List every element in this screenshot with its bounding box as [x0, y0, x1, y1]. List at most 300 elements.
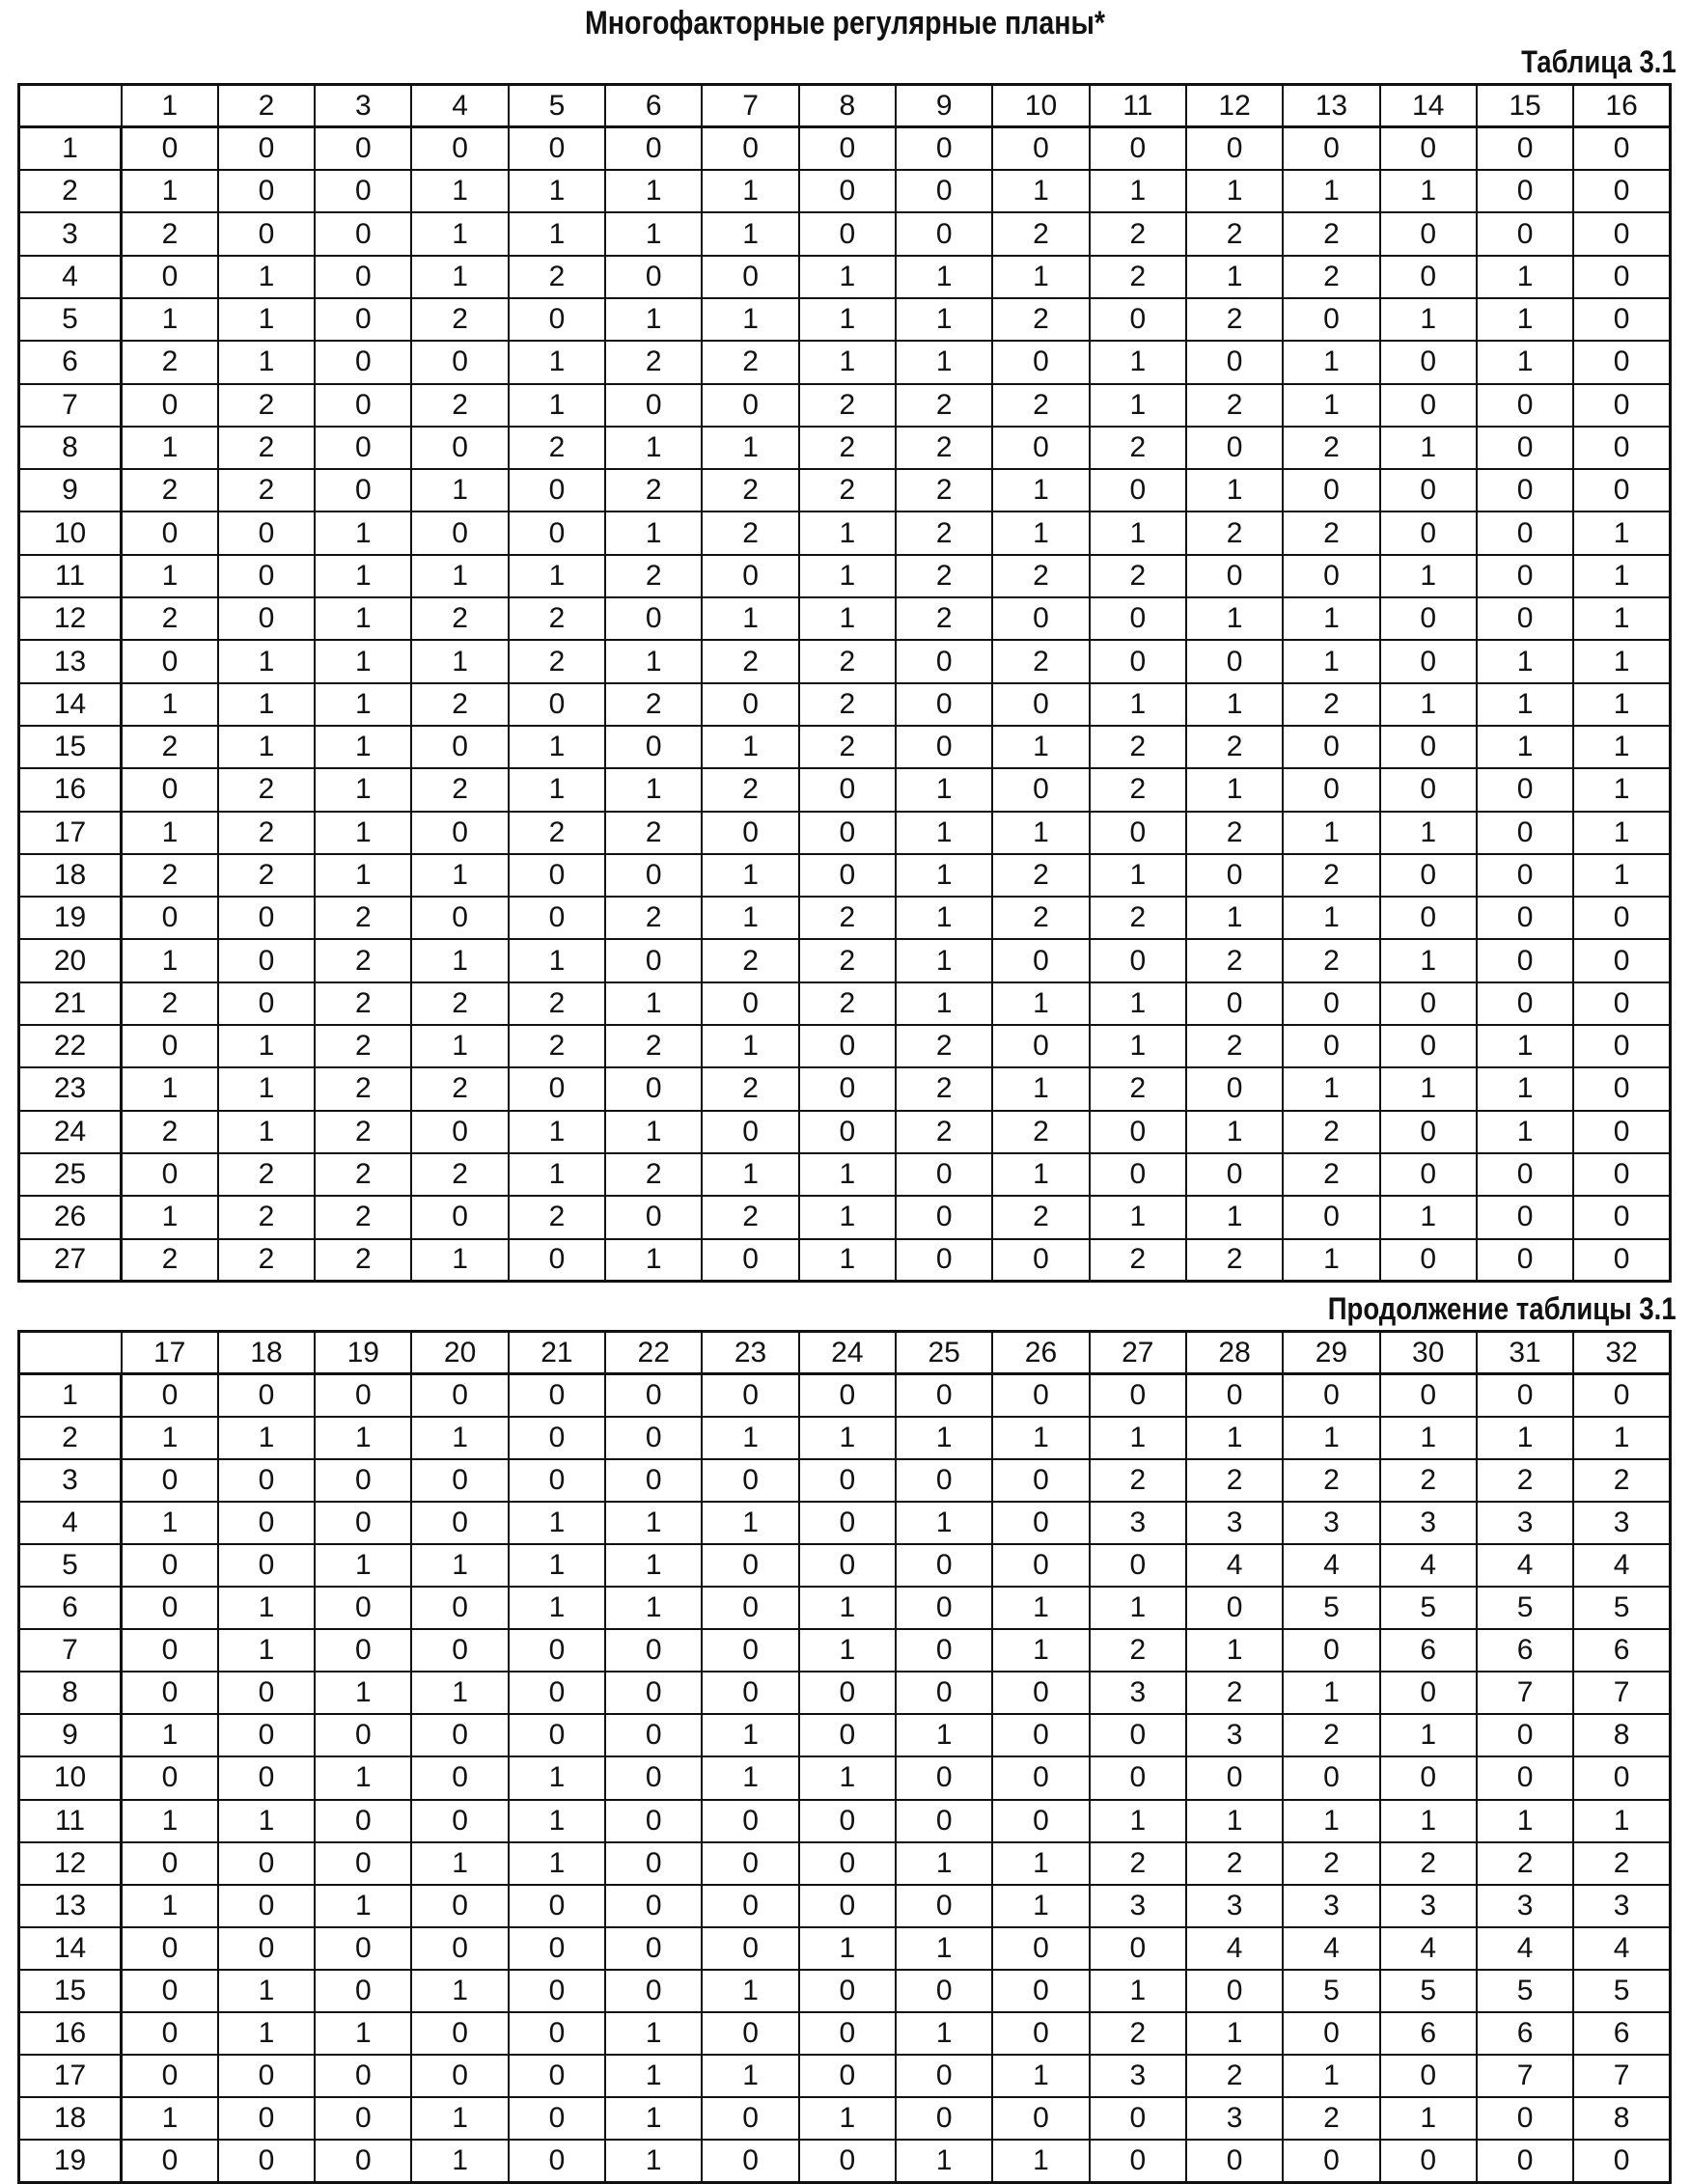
table-cell: 0: [799, 2012, 896, 2055]
row-number: 24: [19, 1111, 122, 1153]
table-cell: 2: [799, 384, 896, 427]
table-cell: 2: [992, 555, 1089, 597]
table-cell: 0: [1380, 854, 1477, 897]
table-cell: 1: [605, 2140, 702, 2182]
table-cell: 1: [509, 1153, 605, 1196]
table-cell: 1: [411, 1239, 508, 1282]
table-cell: 0: [1573, 1025, 1670, 1067]
row-number: 9: [19, 469, 122, 511]
table-cell: 1: [702, 1417, 798, 1459]
table-cell: 1: [315, 511, 411, 554]
table-cell: 0: [896, 640, 992, 682]
table-cell: 0: [896, 1153, 992, 1196]
table-cell: 1: [1090, 683, 1186, 726]
table-cell: 1: [605, 1111, 702, 1153]
table-cell: 2: [1186, 2055, 1283, 2097]
table-cell: 0: [411, 1111, 508, 1153]
table-cell: 2: [896, 1111, 992, 1153]
table-cell: 2: [1573, 1842, 1670, 1885]
table-cell: 1: [218, 1629, 315, 1672]
table-cell: 0: [1283, 1756, 1379, 1799]
table-cell: 0: [315, 170, 411, 212]
table-cell: 1: [799, 555, 896, 597]
table-cell: 0: [411, 1196, 508, 1238]
row-number: 7: [19, 384, 122, 427]
column-header: 5: [509, 85, 605, 127]
column-header: 26: [992, 1332, 1089, 1374]
table-cell: 0: [896, 1544, 992, 1587]
table-cell: 7: [1477, 1672, 1573, 1714]
table-cell: 1: [1283, 1417, 1379, 1459]
table-cell: 0: [218, 127, 315, 170]
table-cell: 0: [702, 1800, 798, 1842]
table-row: [19, 597, 1671, 640]
table-cell: 2: [1186, 511, 1283, 554]
table-cell: 0: [1380, 1111, 1477, 1153]
table-row: [19, 127, 1671, 170]
column-header: 10: [992, 85, 1089, 127]
table-cell: 8: [1573, 1714, 1670, 1756]
table-cell: 2: [1186, 1842, 1283, 1885]
table-cell: 1: [122, 812, 218, 854]
table-row: [19, 170, 1671, 212]
table-cell: 0: [605, 1800, 702, 1842]
table-cell: 1: [1380, 2097, 1477, 2140]
table-cell: 0: [992, 427, 1089, 469]
table-cell: 0: [605, 1885, 702, 1927]
table-cell: 1: [315, 555, 411, 597]
table-cell: 3: [1573, 1885, 1670, 1927]
table-cell: 0: [1573, 1111, 1670, 1153]
table-cell: 0: [1283, 127, 1379, 170]
table-cell: 2: [1090, 1067, 1186, 1110]
table-cell: 2: [315, 1111, 411, 1153]
table-cell: 0: [122, 768, 218, 811]
table-cell: 1: [411, 939, 508, 981]
table-cell: 1: [509, 1502, 605, 1544]
table-cell: 0: [315, 1629, 411, 1672]
corner-cell: [19, 1332, 122, 1374]
table-cell: 0: [218, 170, 315, 212]
table-cell: 0: [896, 2097, 992, 2140]
table-cell: 4: [1477, 1544, 1573, 1587]
table-cell: 2: [1283, 939, 1379, 981]
table-cell: 3: [1186, 1714, 1283, 1756]
table-cell: 0: [605, 1067, 702, 1110]
table-cell: 1: [605, 427, 702, 469]
table-cell: 0: [1090, 597, 1186, 640]
table-cell: 1: [1380, 555, 1477, 597]
table-cell: 1: [122, 170, 218, 212]
table-cell: 1: [315, 683, 411, 726]
table-cell: 0: [315, 469, 411, 511]
table-cell: 2: [1380, 1842, 1477, 1885]
table-cell: 0: [605, 1927, 702, 1970]
table-cell: 1: [605, 640, 702, 682]
table-cell: 3: [1186, 1885, 1283, 1927]
table-continuation-caption: Продолжение таблицы 3.1: [1328, 1291, 1676, 1326]
table-cell: 0: [1283, 1629, 1379, 1672]
table-cell: 1: [509, 170, 605, 212]
table-cell: 0: [1477, 939, 1573, 981]
table-cell: 0: [509, 1672, 605, 1714]
column-header: 23: [702, 1332, 798, 1374]
table-cell: 0: [411, 1756, 508, 1799]
table-cell: 0: [1186, 1587, 1283, 1629]
table-cell: 0: [1477, 469, 1573, 511]
row-number: 4: [19, 1502, 122, 1544]
table-cell: 1: [992, 2140, 1089, 2182]
column-header: 1: [122, 85, 218, 127]
table-cell: 2: [1186, 812, 1283, 854]
column-header: 12: [1186, 85, 1283, 127]
table-cell: 0: [1283, 1025, 1379, 1067]
table-cell: 1: [1283, 897, 1379, 939]
table-cell: 1: [799, 1927, 896, 1970]
table-cell: 2: [122, 854, 218, 897]
table-cell: 0: [122, 1629, 218, 1672]
table-cell: 1: [411, 256, 508, 298]
table-cell: 0: [509, 469, 605, 511]
table-cell: 4: [1283, 1544, 1379, 1587]
table-cell: 0: [1573, 939, 1670, 981]
table-cell: 2: [1283, 1153, 1379, 1196]
table-cell: 0: [218, 1544, 315, 1587]
table-cell: 0: [1090, 1756, 1186, 1799]
table-cell: 1: [896, 1502, 992, 1544]
table-cell: 1: [411, 1417, 508, 1459]
table-cell: 1: [218, 256, 315, 298]
table-cell: 0: [315, 1970, 411, 2012]
table-cell: 1: [509, 768, 605, 811]
table-cell: 2: [411, 1067, 508, 1110]
table-row: [19, 341, 1671, 383]
table-cell: 0: [218, 1756, 315, 1799]
table-row: [19, 2012, 1671, 2055]
table-cell: 1: [896, 2140, 992, 2182]
table-cell: 1: [218, 1587, 315, 1629]
table-cell: 2: [799, 726, 896, 768]
table-cell: 0: [1573, 341, 1670, 383]
table-cell: 0: [315, 1587, 411, 1629]
table-cell: 1: [315, 640, 411, 682]
table-cell: 1: [1283, 170, 1379, 212]
table-cell: 1: [702, 726, 798, 768]
table-cell: 1: [315, 854, 411, 897]
table-cell: 0: [992, 939, 1089, 981]
table-cell: 2: [799, 939, 896, 981]
table-cell: 3: [1090, 1502, 1186, 1544]
table-cell: 0: [411, 1800, 508, 1842]
table-cell: 1: [799, 1196, 896, 1238]
column-header: 9: [896, 85, 992, 127]
table-cell: 3: [1573, 1502, 1670, 1544]
table-cell: 3: [1477, 1502, 1573, 1544]
table-cell: 1: [1477, 683, 1573, 726]
row-number: 1: [19, 127, 122, 170]
table-cell: 1: [992, 726, 1089, 768]
table-cell: 0: [605, 1459, 702, 1502]
table-cell: 2: [509, 982, 605, 1025]
table-cell: 0: [605, 127, 702, 170]
row-number: 19: [19, 897, 122, 939]
table-cell: 1: [1573, 1417, 1670, 1459]
column-header: 18: [218, 1332, 315, 1374]
table-cell: 1: [1090, 1800, 1186, 1842]
table-cell: 0: [411, 1714, 508, 1756]
table-cell: 2: [411, 1153, 508, 1196]
table-cell: 1: [315, 726, 411, 768]
table-cell: 0: [411, 2012, 508, 2055]
table-cell: 0: [1283, 469, 1379, 511]
table-cell: 6: [1477, 1629, 1573, 1672]
table-cell: 0: [411, 1374, 508, 1417]
table-cell: 0: [1186, 427, 1283, 469]
table-cell: 1: [218, 1111, 315, 1153]
table-cell: 2: [315, 1153, 411, 1196]
table-cell: 2: [992, 1111, 1089, 1153]
row-number: 19: [19, 2140, 122, 2182]
table-row: [19, 1756, 1671, 1799]
table-cell: 0: [1380, 1153, 1477, 1196]
table-cell: 0: [1186, 1067, 1283, 1110]
table-cell: 0: [605, 1714, 702, 1756]
table-cell: 0: [1380, 341, 1477, 383]
table-cell: 1: [411, 2140, 508, 2182]
table-cell: 1: [509, 555, 605, 597]
corner-cell: [19, 85, 122, 127]
table-cell: 0: [1380, 1756, 1477, 1799]
table-cell: 0: [218, 212, 315, 255]
column-header: 24: [799, 1332, 896, 1374]
table-cell: 0: [1477, 1374, 1573, 1417]
row-number: 6: [19, 341, 122, 383]
table-cell: 0: [992, 1756, 1089, 1799]
table-cell: 1: [509, 212, 605, 255]
table-cell: 1: [315, 1672, 411, 1714]
table-cell: 6: [1380, 2012, 1477, 2055]
table-cell: 0: [122, 1025, 218, 1067]
column-header: 11: [1090, 85, 1186, 127]
column-header: 16: [1573, 85, 1670, 127]
table-row: [19, 1374, 1671, 1417]
table-cell: 1: [411, 469, 508, 511]
table-cell: 0: [1477, 511, 1573, 554]
table-cell: 1: [799, 1417, 896, 1459]
table-row: [19, 1196, 1671, 1238]
table-cell: 0: [896, 726, 992, 768]
table-cell: 0: [509, 511, 605, 554]
table-cell: 0: [1283, 555, 1379, 597]
table-cell: 0: [315, 1459, 411, 1502]
table-row: [19, 1239, 1671, 1282]
table-cell: 1: [411, 555, 508, 597]
table-cell: 0: [411, 1502, 508, 1544]
table-cell: 0: [799, 1459, 896, 1502]
table-cell: 0: [1090, 1153, 1186, 1196]
table-cell: 0: [799, 812, 896, 854]
table-cell: 3: [1186, 1502, 1283, 1544]
table-cell: 1: [1573, 683, 1670, 726]
table-cell: 5: [1573, 1970, 1670, 2012]
row-number: 1: [19, 1374, 122, 1417]
table-cell: 0: [122, 2055, 218, 2097]
table-cell: 1: [992, 2055, 1089, 2097]
table-cell: 2: [702, 939, 798, 981]
table-cell: 6: [1573, 1629, 1670, 1672]
table-cell: 1: [702, 1970, 798, 2012]
table-cell: 1: [605, 768, 702, 811]
table-cell: 0: [1283, 768, 1379, 811]
table-cell: 2: [605, 1153, 702, 1196]
table-cell: 1: [218, 640, 315, 682]
table-cell: 0: [1573, 127, 1670, 170]
table-cell: 1: [1090, 1417, 1186, 1459]
table-cell: 2: [509, 640, 605, 682]
table-cell: 0: [1283, 1374, 1379, 1417]
table-row: [19, 555, 1671, 597]
table-row: [19, 212, 1671, 255]
table-cell: 1: [315, 2012, 411, 2055]
table-cell: 1: [992, 1629, 1089, 1672]
table-cell: 5: [1283, 1970, 1379, 2012]
table-cell: 0: [605, 726, 702, 768]
table-cell: 2: [1090, 212, 1186, 255]
table-cell: 2: [1090, 1629, 1186, 1672]
table-cell: 2: [1380, 1459, 1477, 1502]
table-cell: 0: [122, 511, 218, 554]
table-cell: 1: [1090, 384, 1186, 427]
column-header: 21: [509, 1332, 605, 1374]
table-cell: 0: [992, 1374, 1089, 1417]
table-cell: 0: [605, 1970, 702, 2012]
table-cell: 1: [1090, 170, 1186, 212]
table-cell: 0: [1090, 2097, 1186, 2140]
table-cell: 1: [1573, 726, 1670, 768]
table-cell: 0: [1477, 982, 1573, 1025]
table-cell: 0: [896, 2055, 992, 2097]
table-cell: 2: [218, 1239, 315, 1282]
table-row: [19, 897, 1671, 939]
table-cell: 1: [411, 1544, 508, 1587]
table-cell: 3: [1186, 2097, 1283, 2140]
table-cell: 1: [799, 597, 896, 640]
table-cell: 0: [896, 683, 992, 726]
row-number: 10: [19, 1756, 122, 1799]
row-number: 22: [19, 1025, 122, 1067]
table-cell: 0: [1477, 1239, 1573, 1282]
table-cell: 0: [702, 1111, 798, 1153]
header-row: [19, 1332, 1671, 1374]
table-cell: 0: [411, 427, 508, 469]
table-cell: 0: [1380, 1239, 1477, 1282]
table-cell: 0: [702, 1459, 798, 1502]
table-cell: 1: [411, 1672, 508, 1714]
table-cell: 1: [992, 1885, 1089, 1927]
table-cell: 0: [605, 1672, 702, 1714]
table-cell: 0: [509, 1417, 605, 1459]
table-row: [19, 812, 1671, 854]
table-cell: 1: [1090, 1970, 1186, 2012]
table-cell: 0: [992, 1927, 1089, 1970]
row-number: 8: [19, 1672, 122, 1714]
table-cell: 0: [315, 298, 411, 341]
table-cell: 1: [1090, 511, 1186, 554]
table-cell: 1: [509, 341, 605, 383]
table-cell: 1: [605, 212, 702, 255]
table-cell: 0: [1283, 2012, 1379, 2055]
table-cell: 2: [1283, 854, 1379, 897]
table-cell: 0: [1186, 2140, 1283, 2182]
table-cell: 1: [1477, 640, 1573, 682]
table-cell: 0: [992, 1239, 1089, 1282]
table-cell: 2: [896, 555, 992, 597]
table-cell: 0: [1380, 2055, 1477, 2097]
table-cell: 2: [702, 1196, 798, 1238]
table-cell: 0: [992, 1025, 1089, 1067]
table-cell: 0: [1090, 939, 1186, 981]
table-cell: 1: [122, 1800, 218, 1842]
table-cell: 0: [1090, 298, 1186, 341]
table-cell: 2: [799, 469, 896, 511]
table-cell: 2: [218, 469, 315, 511]
table-cell: 4: [1380, 1544, 1477, 1587]
table-cell: 2: [1186, 212, 1283, 255]
table-cell: 2: [896, 469, 992, 511]
table-cell: 1: [605, 2012, 702, 2055]
table-cell: 1: [605, 982, 702, 1025]
table-cell: 5: [1380, 1587, 1477, 1629]
column-header: 25: [896, 1332, 992, 1374]
table-row: [19, 939, 1671, 981]
row-number: 21: [19, 982, 122, 1025]
table-cell: 0: [605, 1756, 702, 1799]
table-cell: 1: [1090, 1025, 1186, 1067]
table-cell: 2: [992, 897, 1089, 939]
table-cell: 0: [315, 427, 411, 469]
table-cell: 0: [1283, 2140, 1379, 2182]
table-cell: 1: [1380, 1417, 1477, 1459]
table-cell: 5: [1283, 1587, 1379, 1629]
table-cell: 0: [122, 127, 218, 170]
page-title: Многофакторные регулярные планы*: [584, 5, 1106, 41]
table-cell: 0: [799, 2055, 896, 2097]
table-cell: 1: [799, 511, 896, 554]
row-number: 3: [19, 212, 122, 255]
table-cell: 0: [1380, 1025, 1477, 1067]
table-cell: 2: [509, 427, 605, 469]
table-cell: 2: [122, 597, 218, 640]
table-row: [19, 256, 1671, 298]
table-cell: 1: [992, 1153, 1089, 1196]
column-header: 3: [315, 85, 411, 127]
table-cell: 2: [799, 427, 896, 469]
table-cell: 2: [605, 469, 702, 511]
table-cell: 0: [702, 683, 798, 726]
table-cell: 2: [122, 1111, 218, 1153]
table-cell: 1: [896, 982, 992, 1025]
column-header: 8: [799, 85, 896, 127]
table-cell: 0: [122, 1374, 218, 1417]
table-cell: 0: [1477, 212, 1573, 255]
table-cell: 2: [799, 897, 896, 939]
table-cell: 0: [896, 1239, 992, 1282]
table-cell: 1: [1090, 341, 1186, 383]
table-cell: 2: [605, 812, 702, 854]
table-cell: 1: [992, 469, 1089, 511]
table-cell: 0: [1477, 1756, 1573, 1799]
table-cell: 0: [218, 897, 315, 939]
